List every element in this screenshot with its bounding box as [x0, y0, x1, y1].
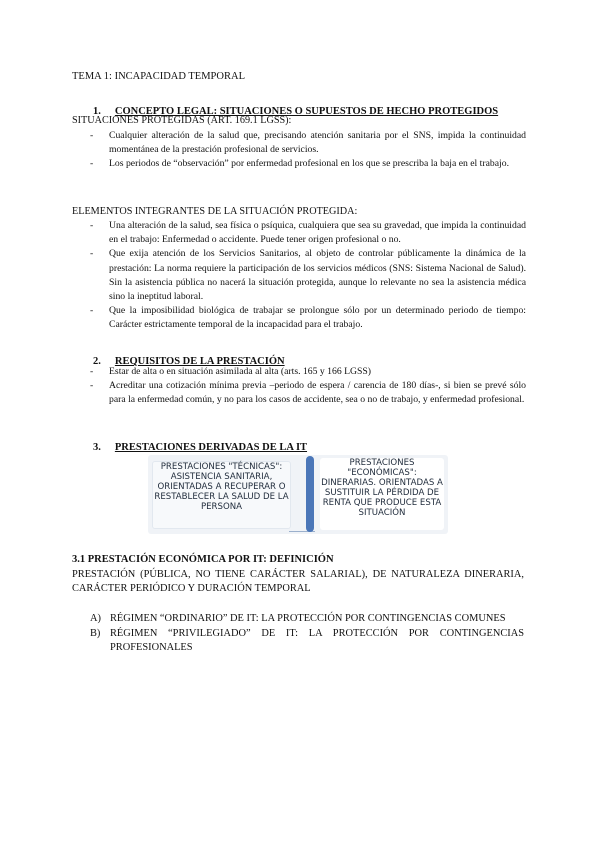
list-item: - Los periodos de “observación” por enfermedad profesional en los que se prescriba la baja en el trabajo.	[90, 157, 526, 171]
technical-benefits-box	[152, 461, 291, 529]
regime-list	[90, 612, 524, 655]
list-item: - Cualquier alteración de la salud que, precisando atención sanitaria por el SNS, impida la continuidad momentánea de la prestación profesional de servicios.	[90, 129, 526, 157]
list-item	[90, 612, 524, 626]
economic-benefits-body: DINERARIAS. ORIENTADAS A SUSTITUIR LA PÉRDIDA DE RENTA QUE PRODUCE ESTA SITUACIÓN	[321, 478, 443, 518]
accent-bar	[306, 456, 314, 532]
list-marker: B)	[90, 628, 101, 639]
technical-benefits-body: ASISTENCIA SANITARIA, ORIENTADAS A RECUPERAR O RESTABLECER LA SALUD DE LA PERSONA	[154, 472, 289, 512]
list-item: - Que la imposibilidad biológica de trabajar se prolongue sólo por un determinado periodo de tiempo: Carácter estrictamente temporal de la incapacidad para el trabajo.	[90, 304, 526, 332]
list-text: RÉGIMEN “PRIVILEGIADO” DE IT: LA PROTECCIÓN POR CONTINGENCIAS PROFESIONALES	[110, 628, 524, 653]
list-item: - Que exija atención de los Servicios Sanitarios, al objeto de controlar públicamente la dinámica de la prestación: La norma requiere la participación de los servicios médicos (SNS: Sistema Nacional de Salud). Sin la asistencia pública no nacerá la situación protegida, aunque lo relevante no sea la asistencia médica sino la ineptitud laboral.	[90, 247, 526, 304]
protected-situations-list	[90, 129, 526, 172]
section-3-number: 3.	[93, 442, 101, 453]
list-item: - Estar de alta o en situación asimilada al alta (arts. 165 y 166 LGSS)	[90, 365, 526, 379]
section-2-number: 2.	[93, 356, 101, 367]
section-3-1-title: 3.1 PRESTACIÓN ECONÓMICA POR IT: DEFINICIÓN	[72, 554, 334, 565]
economic-benefits-box	[320, 458, 444, 530]
elements-list	[90, 219, 526, 333]
list-marker: A)	[90, 613, 101, 624]
list-item: - Una alteración de la salud, sea física o psíquica, cualquiera que sea su gravedad, que impida la continuidad en el trabajo: Enfermedad o accidente. Puede tener origen profesional o no.	[90, 219, 526, 247]
section-3-title: PRESTACIONES DERIVADAS DE LA IT	[114, 442, 308, 453]
list-item: - Acreditar una cotización mínima previa –periodo de espera / carencia de 180 días-, si bien se prevé sólo para la enfermedad común, y no para los casos de accidente, sea o no de trabajo, y enfermedad profesional.	[90, 379, 526, 407]
elements-subtitle: ELEMENTOS INTEGRANTES DE LA SITUACIÓN PROTEGIDA:	[72, 206, 358, 217]
document-title: TEMA 1: INCAPACIDAD TEMPORAL	[72, 71, 245, 82]
section-1-title: CONCEPTO LEGAL: SITUACIONES O SUPUESTOS DE HECHO PROTEGIDOS	[114, 106, 499, 117]
benefits-diagram	[148, 455, 448, 534]
technical-benefits-title: PRESTACIONES "TÉCNICAS":	[160, 462, 283, 472]
section-1-subtitle: SITUACIONES PROTEGIDAS (ART. 169.1 LGSS):	[72, 115, 292, 126]
list-text: RÉGIMEN “ORDINARIO” DE IT: LA PROTECCIÓN POR CONTINGENCIAS COMUNES	[110, 613, 506, 624]
section-3-1-definition: PRESTACIÓN (PÚBLICA, NO TIENE CARÁCTER SALARIAL), DE NATURALEZA DINERARIA, CARÁCTER PERIÓDICO Y DURACIÓN TEMPORAL	[72, 569, 524, 594]
section-2-title: REQUISITOS DE LA PRESTACIÓN	[114, 356, 285, 367]
section-3-heading	[93, 437, 307, 455]
requirements-list	[90, 365, 526, 408]
list-item	[90, 627, 524, 655]
economic-benefits-title: PRESTACIONES "ECONÓMICAS":	[347, 458, 417, 478]
section-1-number: 1.	[93, 106, 101, 117]
